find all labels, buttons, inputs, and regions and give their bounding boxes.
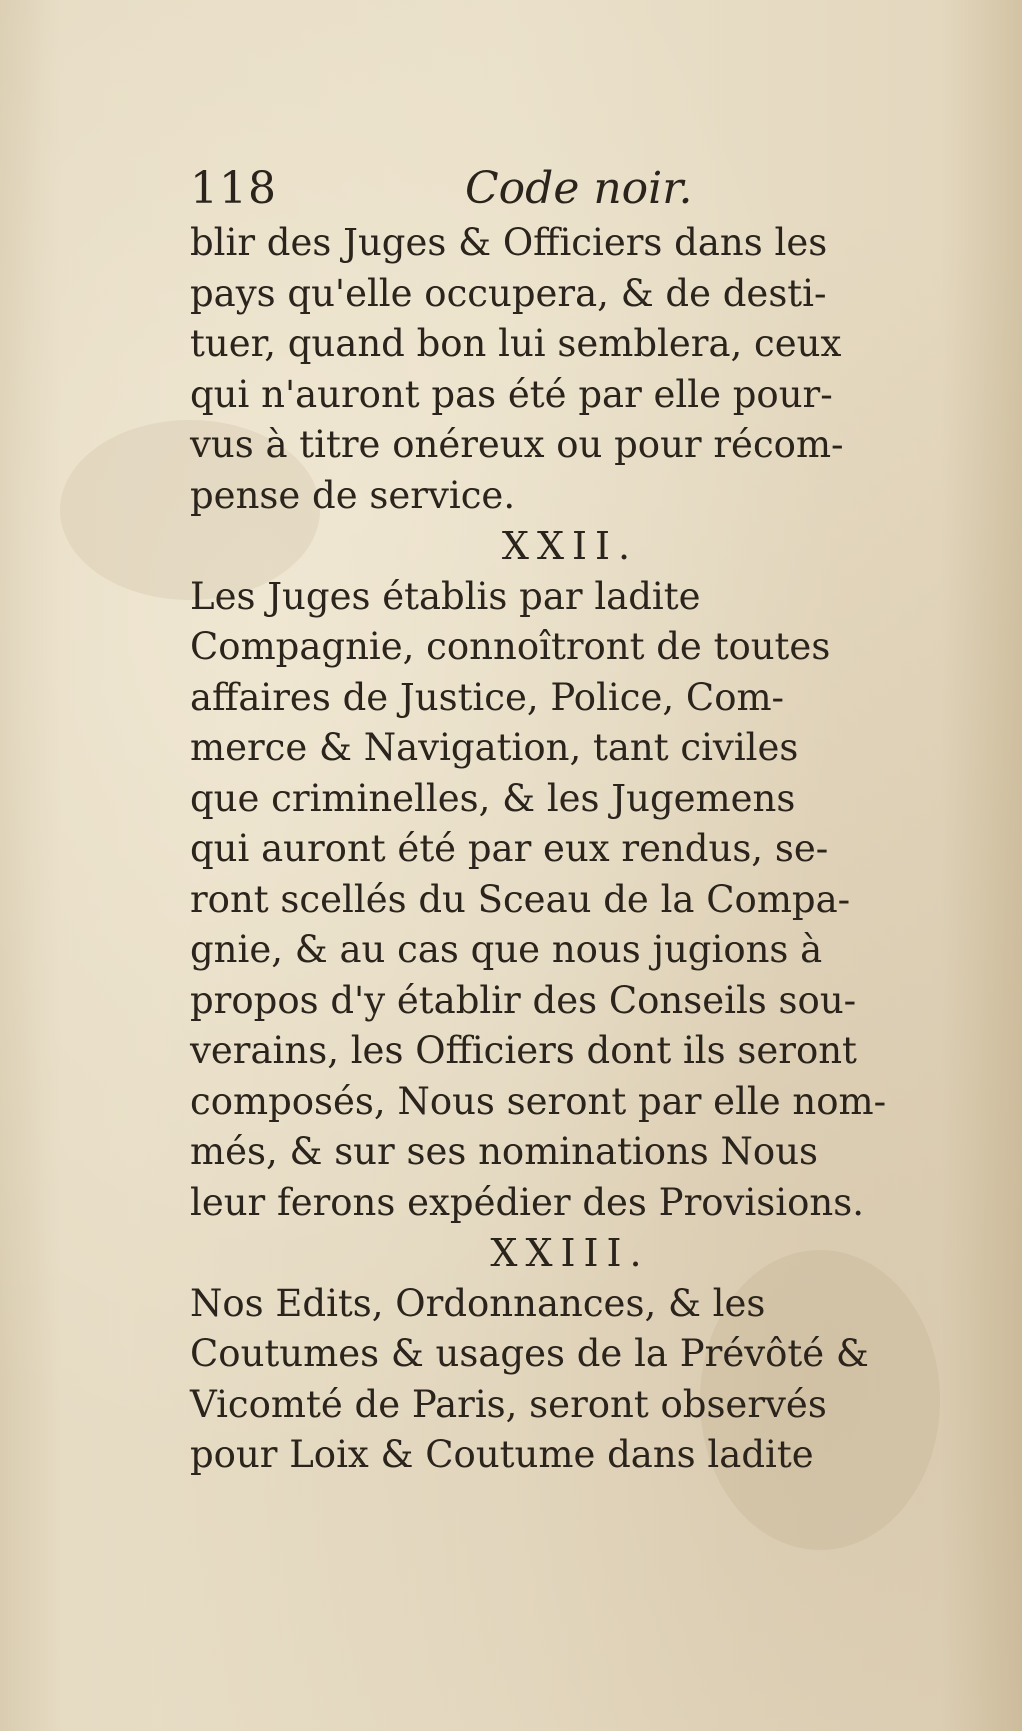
text-line: pour Loix & Coutume dans ladite (190, 1433, 814, 1476)
page-number: 118 (190, 163, 277, 214)
text-line: Coutumes & usages de la Prévôté & (190, 1332, 869, 1375)
text-line: ront scellés du Sceau de la Compa- (190, 877, 851, 921)
text-line: Vicomté de Paris, seront observés (190, 1382, 827, 1426)
text-line: merce & Navigation, tant civiles (190, 726, 799, 769)
text-line: pays qu'elle occupera, & de desti- (190, 271, 827, 315)
text-line: vus à titre onéreux ou pour récom- (190, 423, 844, 466)
text-line: Compagnie, connoîtront de toutes (190, 625, 831, 668)
text-line: més, & sur ses nominations Nous (190, 1130, 819, 1173)
text-line: qui auront été par eux rendus, se- (190, 827, 829, 870)
text-line: pense de service. (190, 473, 516, 517)
text-line: affaires de Justice, Police, Com- (190, 675, 785, 719)
text-line: qui n'auront pas été par elle pour- (190, 372, 833, 416)
text-line: propos d'y établir des Conseils sou- (190, 978, 857, 1022)
article-23-paragraph (190, 1279, 950, 1481)
text-line: blir des Juges & Officiers dans les (190, 221, 828, 264)
running-title: Code noir. (465, 163, 693, 214)
text-line: Les Juges établis par ladite (190, 574, 701, 618)
article-heading-23: XXIII. (490, 1231, 650, 1275)
text-line: que criminelles, & les Jugemens (190, 776, 796, 820)
text-line: tuer, quand bon lui semblera, ceux (190, 322, 842, 365)
text-line: Nos Edits, Ordonnances, & les (190, 1281, 766, 1325)
article-heading-22: XXII. (501, 524, 639, 568)
text-line: composés, Nous seront par elle nom- (190, 1079, 887, 1123)
text-line: gnie, & au cas que nous jugions à (190, 928, 823, 971)
text-line: verains, les Officiers dont ils seront (190, 1029, 857, 1072)
text-block (190, 160, 950, 1481)
article-22-paragraph (190, 572, 950, 1229)
page-header (190, 160, 950, 218)
text-line: leur ferons expédier des Provisions. (190, 1180, 864, 1224)
continuation-paragraph (190, 218, 950, 521)
